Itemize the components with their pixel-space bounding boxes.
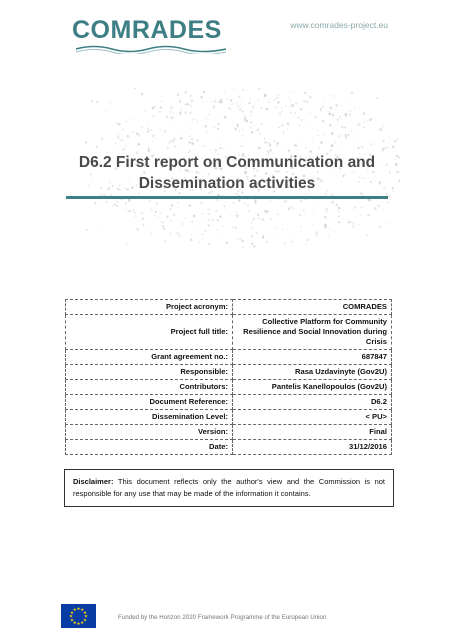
- svg-text:★: ★: [83, 618, 87, 624]
- disclaimer-box: [64, 469, 394, 507]
- svg-text:★: ★: [76, 622, 81, 628]
- table-row: [66, 440, 392, 455]
- detail-value: Final: [233, 425, 392, 440]
- table-row: [66, 410, 392, 425]
- svg-text:★: ★: [70, 610, 74, 616]
- detail-label: Contributors:: [66, 380, 233, 395]
- svg-text:★: ★: [84, 614, 88, 620]
- eu-flag-icon: [61, 604, 96, 628]
- detail-label: Version:: [66, 425, 233, 440]
- table-row: [66, 300, 392, 315]
- detail-label: Responsible:: [66, 365, 233, 380]
- funding-statement: Funded by the Horizon 2020 Framework Programme of the European Union: [118, 614, 327, 621]
- svg-text:★: ★: [80, 608, 85, 614]
- detail-label: Dissemination Level:: [66, 410, 233, 425]
- table-row: [66, 365, 392, 380]
- logo-wordmark: COMRADES: [72, 16, 222, 44]
- project-details-table: [65, 299, 392, 455]
- detail-value: COMRADES: [233, 300, 392, 315]
- website-url[interactable]: www.comrades-project.eu: [290, 20, 388, 30]
- table-row: [66, 395, 392, 410]
- disclaimer-text: This document reflects only the author's view and the Commission is not responsible for any use that may be made of the information it contains.: [73, 477, 385, 498]
- logo-wave-icon: [76, 44, 226, 54]
- svg-text:★: ★: [83, 610, 87, 616]
- svg-text:★: ★: [70, 618, 74, 624]
- svg-text:★: ★: [72, 621, 77, 627]
- svg-text:★: ★: [72, 608, 77, 614]
- title-underline: [66, 196, 388, 199]
- table-row: [66, 425, 392, 440]
- svg-text:★: ★: [76, 607, 81, 613]
- detail-label: Grant agreement no.:: [66, 350, 233, 365]
- svg-text:★: ★: [69, 614, 73, 620]
- detail-label: Project acronym:: [66, 300, 233, 315]
- detail-value: Pantelis Kanellopoulos (Gov2U): [233, 380, 392, 395]
- detail-value: Collective Platform for Community Resilience and Social Innovation during Crisis: [233, 315, 392, 350]
- comrades-logo: [72, 16, 232, 52]
- detail-label: Document Reference:: [66, 395, 233, 410]
- detail-label: Date:: [66, 440, 233, 455]
- detail-value: Rasa Uzdavinyte (Gov2U): [233, 365, 392, 380]
- document-title: D6.2 First report on Communication and Dissemination activities: [78, 154, 376, 192]
- detail-value: 31/12/2016: [233, 440, 392, 455]
- detail-value: D6.2: [233, 395, 392, 410]
- table-row: [66, 315, 392, 350]
- detail-label: Project full title:: [66, 315, 233, 350]
- detail-value: 687847: [233, 350, 392, 365]
- svg-text:★: ★: [80, 621, 85, 627]
- detail-value: < PU>: [233, 410, 392, 425]
- disclaimer-label: Disclaimer:: [73, 477, 114, 486]
- table-row: [66, 380, 392, 395]
- table-row: [66, 350, 392, 365]
